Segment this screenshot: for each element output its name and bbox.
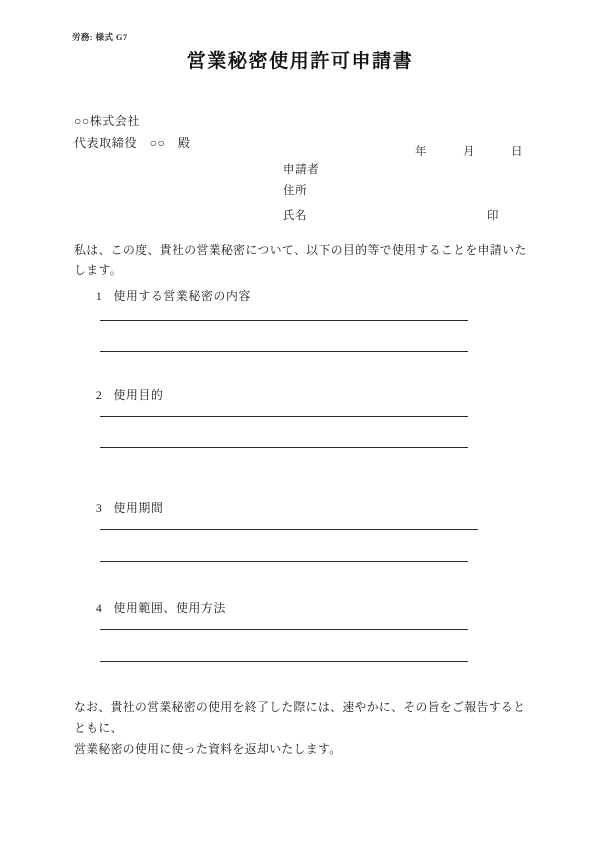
closing-paragraph [74,697,536,760]
section-2-heading-text: 使用目的 [113,388,164,402]
applicant-address-label: 住所 [283,185,308,197]
section-1-heading [74,272,251,319]
section-1-number: 1 [95,289,103,303]
addressee-block [74,110,191,154]
page-title: 営業秘密使用許可申請書 [186,51,414,72]
section-1-heading-text: 使用する営業秘密の内容 [113,289,251,303]
section-2-write-line-2[interactable] [100,447,468,448]
section-3-write-line-2[interactable] [100,561,468,562]
section-2 [74,371,163,418]
intro-paragraph: 私は、この度、貴社の営業秘密について、以下の目的等で使用することを申請いたします。 [74,243,527,277]
closing-line-2: 営業秘密の使用に使った資料を返却いたします。 [74,742,342,756]
section-2-write-line-1[interactable] [100,416,468,417]
applicant-label: 申請者 [283,164,320,176]
section-3-write-line-1[interactable] [100,529,478,530]
applicant-block [283,160,319,202]
section-4 [74,584,226,631]
applicant-name-row [283,207,499,223]
addressee-representative: 代表取締役 ○○ 殿 [74,136,191,150]
section-4-write-line-2[interactable] [100,661,468,662]
applicant-name-label: 氏名 [283,210,308,222]
section-1-write-line-2[interactable] [100,351,468,352]
section-3-heading-text: 使用期間 [113,501,164,515]
section-2-heading [74,371,163,418]
seal-label: 印 [486,210,499,222]
closing-line-1: なお、貴社の営業秘密の使用を終了した際には、速やかに、その旨をご報告するとともに、 [74,700,526,735]
addressee-company: ○○株式会社 [74,114,141,128]
section-1 [74,272,251,319]
section-4-heading [74,584,226,631]
section-2-number: 2 [95,388,103,402]
section-3 [74,484,163,531]
section-4-number: 4 [95,601,103,615]
section-3-number: 3 [95,501,103,515]
section-1-write-line-1[interactable] [100,320,468,321]
form-code-label: 労務: 様式 G7 [72,32,128,42]
section-4-heading-text: 使用範囲、使用方法 [113,601,226,615]
section-4-write-line-1[interactable] [100,629,468,630]
section-3-heading [74,484,163,531]
date-line: 年 月 日 [415,146,523,158]
